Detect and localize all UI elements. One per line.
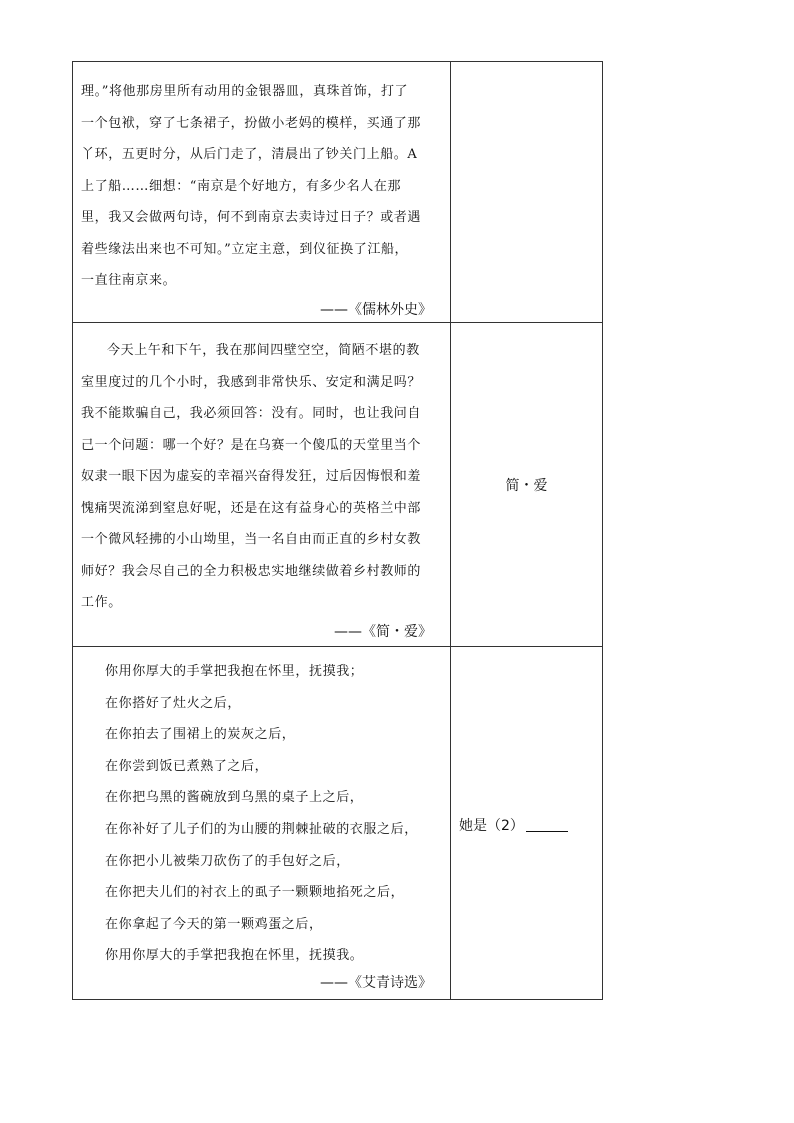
blank-prompt: 她是（2）	[459, 818, 524, 834]
excerpt-line: 着些缘法出来也不可知。”立定主意，到仪征换了江船，	[81, 241, 409, 257]
excerpt-line: 愧痛哭流涕到窒息好呢，还是在这有益身心的英格兰中部	[81, 500, 422, 516]
poem-line: 在你把小儿被柴刀砍伤了的手包好之后，	[105, 853, 350, 869]
answer-cell	[451, 62, 603, 323]
excerpt-line: 工作。	[81, 595, 122, 610]
excerpt-line: 己一个问题：哪一个好？是在乌赛一个傻瓜的天堂里当个	[81, 437, 422, 453]
excerpt-line: 师好？我会尽自己的全力积极忠实地继续做着乡村教师的	[81, 563, 422, 579]
table-row	[73, 647, 603, 1000]
excerpt-line: 奴隶一眼下因为虚妄的幸福兴奋得发狂，过后因悔恨和羞	[81, 469, 422, 484]
excerpt-source: ——《简・爱》	[334, 623, 432, 640]
excerpt-line: 上了船……细想：“南京是个好地方，有多少名人在那	[81, 178, 402, 194]
poem-line: 在你把乌黑的酱碗放到乌黑的桌子上之后，	[105, 790, 364, 806]
table-row	[73, 323, 603, 647]
excerpt-line: 理。”将他那房里所有动用的金银器皿，真珠首饰，打了	[81, 84, 409, 99]
poem-line: 在你拿起了今天的第一颗鸡蛋之后，	[105, 916, 323, 932]
excerpt-line: 室里度过的几个小时，我感到非常快乐、安定和满足吗？	[81, 374, 422, 390]
excerpt-line: 今天上午和下午，我在那间四壁空空，简陋不堪的教	[107, 343, 420, 358]
poem-line: 在你补好了儿子们的为山腰的荆棘扯破的衣服之后，	[105, 821, 418, 837]
poem-line: 你用你厚大的手掌把我抱在怀里，抚摸我；	[105, 664, 364, 679]
fill-in-blank	[459, 815, 568, 835]
poem-line: 在你拍去了围裙上的炭灰之后，	[105, 727, 296, 743]
excerpt-source: ——《艾青诗选》	[320, 974, 432, 991]
literature-table	[72, 61, 603, 1000]
excerpt-line: 一个微风轻拂的小山坳里，当一名自由而正直的乡村女教	[81, 532, 422, 547]
answer-cell	[451, 647, 603, 1000]
excerpt-cell	[73, 647, 451, 1000]
excerpt-line: 丫环，五更时分，从后门走了，清晨出了钞关门上船。A	[81, 147, 418, 162]
poem-line: 在你搭好了灶火之后，	[105, 695, 242, 711]
excerpt-line: 一直往南京来。	[81, 273, 177, 288]
answer-cell	[451, 323, 603, 647]
poem-line: 在你把夫儿们的衬衣上的虱子一颗颗地掐死之后，	[105, 885, 405, 901]
excerpt-line: 我不能欺骗自己，我必须回答：没有。同时，也让我问自	[81, 406, 422, 421]
excerpt-cell	[73, 323, 451, 647]
poem-line: 在你尝到饭已煮熟了之后，	[105, 758, 269, 774]
answer-blank[interactable]	[526, 817, 568, 832]
answer-text: 简・爱	[505, 478, 548, 494]
excerpt-source: ——《儒林外史》	[320, 301, 432, 318]
excerpt-line: 里，我又会做两句诗，何不到南京去卖诗过日子？或者遇	[81, 210, 422, 225]
excerpt-cell	[73, 62, 451, 323]
excerpt-line: 一个包袱，穿了七条裙子，扮做小老妈的模样，买通了那	[81, 115, 422, 131]
table-row	[73, 62, 603, 323]
poem-line: 你用你厚大的手掌把我抱在怀里，抚摸我。	[105, 948, 364, 964]
